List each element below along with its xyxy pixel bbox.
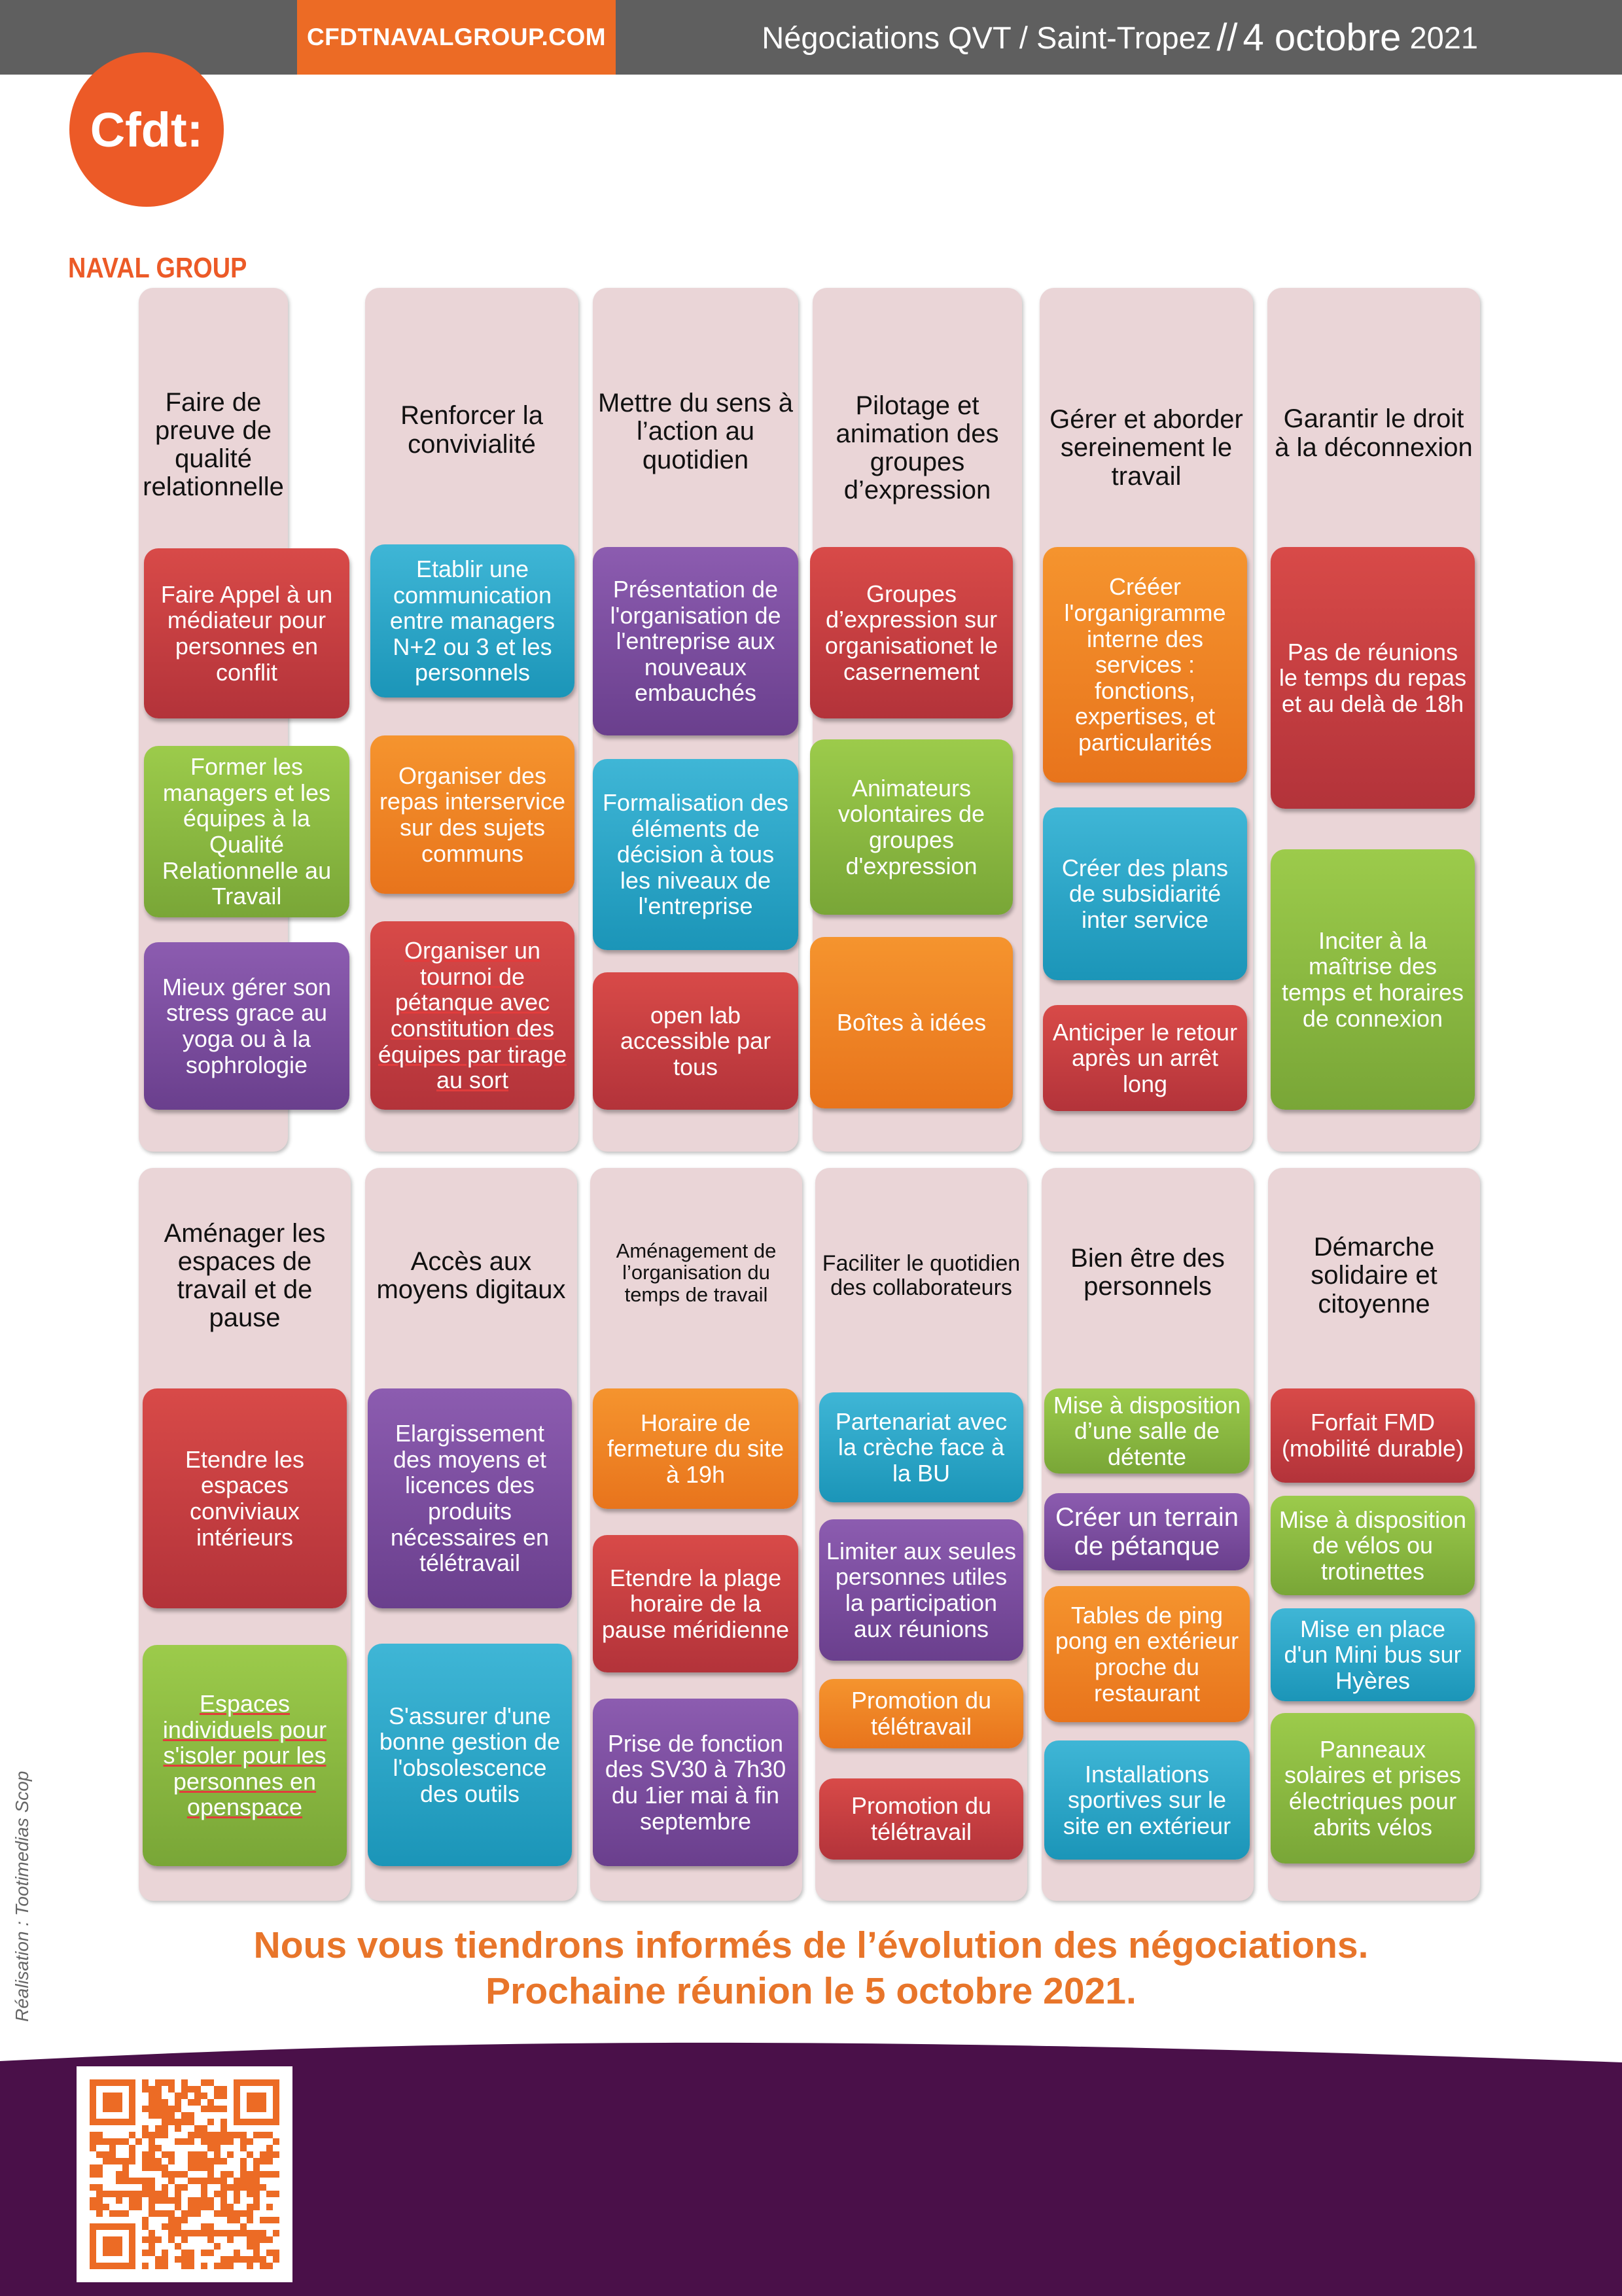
measure-text: Animateurs volontaires de groupes d'expression <box>837 774 985 879</box>
measure-text: Promotion du télétravail <box>851 1687 992 1740</box>
bot-column-title: Bien être des personnels <box>1070 1243 1225 1301</box>
header-bar <box>0 0 1622 75</box>
top-measure-card <box>144 942 349 1110</box>
top-measure-card <box>810 937 1013 1108</box>
measure-text: Inciter à la maîtrise des temps et horaires de connexion <box>1281 927 1464 1032</box>
top-measure-card <box>1043 807 1247 980</box>
measure-text: Former les managers et les équipes à la Qualité Relationnelle au Travail <box>162 753 332 910</box>
bot-measure-card <box>1271 1608 1475 1701</box>
top-measure-card <box>1043 1005 1247 1111</box>
measure-text: Etablir une communication entre managers N+2 ou 3 et les personnels <box>389 556 555 686</box>
top-measure-card <box>1271 547 1475 809</box>
measure-text: Mise à disposition d’une salle de détente <box>1053 1391 1241 1470</box>
bot-measure-card <box>819 1519 1023 1661</box>
bot-measure-card <box>1271 1713 1475 1863</box>
event-title: Négociations QVT / Saint-Tropez <box>762 20 1212 55</box>
measure-text: Partenariat avec la crèche face à la BU <box>835 1407 1008 1487</box>
bot-column-title: Faciliter le quotidien des collaborateurs <box>822 1251 1021 1300</box>
event-year: 2021 <box>1409 20 1478 55</box>
measure-text: S'assurer d'une bonne gestion de l'obsolescence des outils <box>379 1702 561 1807</box>
logo-org: NAVAL GROUP <box>68 252 247 284</box>
top-measure-card <box>370 544 574 698</box>
top-measure-card <box>593 972 798 1110</box>
bot-measure-card <box>819 1778 1023 1860</box>
measure-text: Mise à disposition de vélos ou trotinettes <box>1278 1506 1467 1585</box>
bot-measure-card <box>819 1679 1023 1748</box>
measure-text: Présentation de l'organisation de l'entreprise aux nouveaux embauchés <box>610 576 781 707</box>
bot-measure-card <box>819 1392 1023 1502</box>
bot-measure-card <box>593 1699 798 1866</box>
measure-text: Boîtes à idées <box>836 1009 987 1036</box>
measure-text: Espaces individuels pour s'isoler pour les personnes en openspace <box>162 1690 327 1821</box>
measure-text: Panneaux solaires et prises électriques pour abrits vélos <box>1284 1735 1462 1841</box>
measure-text: Installations sportives sur le site en extérieur <box>1063 1760 1231 1839</box>
top-column-title: Mettre du sens à l’action au quotidien <box>598 389 793 474</box>
title-separator: // <box>1216 16 1238 59</box>
top-measure-card <box>144 548 349 718</box>
top-measure-card <box>370 735 574 894</box>
top-measure-card <box>144 746 349 917</box>
qr-code[interactable] <box>77 2066 292 2282</box>
top-measure-card <box>1043 547 1247 783</box>
conclusion-line-2: Prochaine réunion le 5 octobre 2021. <box>485 1970 1137 2012</box>
bot-measure-card <box>1044 1388 1250 1474</box>
bot-column-title: Aménagement de l’organisation du temps de travail <box>616 1239 777 1306</box>
bot-measure-card <box>1044 1586 1250 1722</box>
cfdt-logo <box>68 52 247 288</box>
bot-measure-card <box>1044 1493 1250 1570</box>
top-measure-card <box>370 921 574 1110</box>
measure-text: Mieux gérer son stress grace au yoga ou à la sophrologie <box>162 973 332 1078</box>
measure-text: Organiser des repas interservice sur des sujets communs <box>379 762 566 867</box>
measure-text: Créer un terrain de pétanque <box>1055 1503 1239 1561</box>
measure-text: Mise en place d'un Mini bus sur Hyères <box>1284 1615 1462 1694</box>
measure-text: Créer des plans de subsidiarité inter service <box>1061 854 1229 933</box>
measure-text: Pas de réunions le temps du repas et au delà de 18h <box>1278 638 1467 717</box>
measure-text: Forfait FMD (mobilité durable) <box>1281 1409 1464 1462</box>
event-date: 4 octobre <box>1243 16 1402 59</box>
bot-measure-card <box>368 1644 572 1866</box>
measure-text: open lab accessible par tous <box>620 1001 771 1080</box>
conclusion-line-1: Nous vous tiendrons informés de l’évolution des négociations. <box>253 1924 1369 1966</box>
measure-text: Limiter aux seules personnes utiles la participation aux réunions <box>826 1537 1017 1642</box>
measure-text: Crééer l'organigramme interne des services : fonctions, expertises, et particularités <box>1064 573 1226 756</box>
measure-text: Organiser un tournoi de pétanque avec constitution des équipes par tirage au sort <box>378 937 567 1094</box>
top-measure-card <box>593 759 798 950</box>
top-column-title: Faire de preuve de qualité relationnelle <box>143 387 284 502</box>
measure-text: Formalisation des éléments de décision à tous les niveaux de l'entreprise <box>602 789 789 920</box>
site-link[interactable]: CFDTNAVALGROUP.COM <box>297 0 616 75</box>
measure-text: Elargissement des moyens et licences des produits nécessaires en télétravail <box>390 1420 550 1577</box>
measure-text: Etendre les espaces conviviaux intérieurs <box>185 1445 305 1551</box>
measure-text: Promotion du télétravail <box>851 1792 992 1845</box>
bot-measure-card <box>143 1388 347 1608</box>
measure-text: Etendre la plage horaire de la pause méridienne <box>601 1564 790 1643</box>
bot-measure-card <box>143 1645 347 1866</box>
top-measure-card <box>810 739 1013 915</box>
measure-text: Horaire de fermeture du site à 19h <box>607 1409 785 1488</box>
header-title <box>762 0 1478 75</box>
bot-measure-card <box>593 1535 798 1672</box>
bot-measure-card <box>368 1388 572 1608</box>
logo-mark: Cfdt: <box>69 52 224 207</box>
bot-measure-card <box>593 1388 798 1509</box>
measure-text: Prise de fonction des SV30 à 7h30 du 1ier mai à fin septembre <box>605 1729 786 1835</box>
top-column-title: Garantir le droit à la déconnexion <box>1275 404 1473 462</box>
top-column-title: Pilotage et animation des groupes d’expression <box>836 391 999 505</box>
top-measure-card <box>593 547 798 735</box>
measure-text: Anticiper le retour après un arrêt long <box>1052 1018 1238 1097</box>
top-column-title: Renforcer la convivialité <box>400 401 543 459</box>
top-measure-card <box>810 547 1013 718</box>
bot-measure-card <box>1044 1740 1250 1860</box>
measure-text: Tables de ping pong en extérieur proche du restaurant <box>1055 1601 1239 1706</box>
bot-column-title: Aménager les espaces de travail et de pause <box>164 1218 326 1333</box>
top-column-title: Gérer et aborder sereinement le travail <box>1049 405 1243 491</box>
measure-text: Faire Appel à un médiateur pour personnes en conflit <box>160 580 333 686</box>
measure-text: Groupes d’expression sur organisationet le casernement <box>824 580 998 685</box>
bot-column-title: Accès aux moyens digitaux <box>376 1246 566 1304</box>
bot-column-title: Démarche solidaire et citoyenne <box>1311 1233 1437 1318</box>
top-measure-card <box>1271 849 1475 1110</box>
bot-measure-card <box>1271 1388 1475 1483</box>
bot-measure-card <box>1271 1496 1475 1595</box>
